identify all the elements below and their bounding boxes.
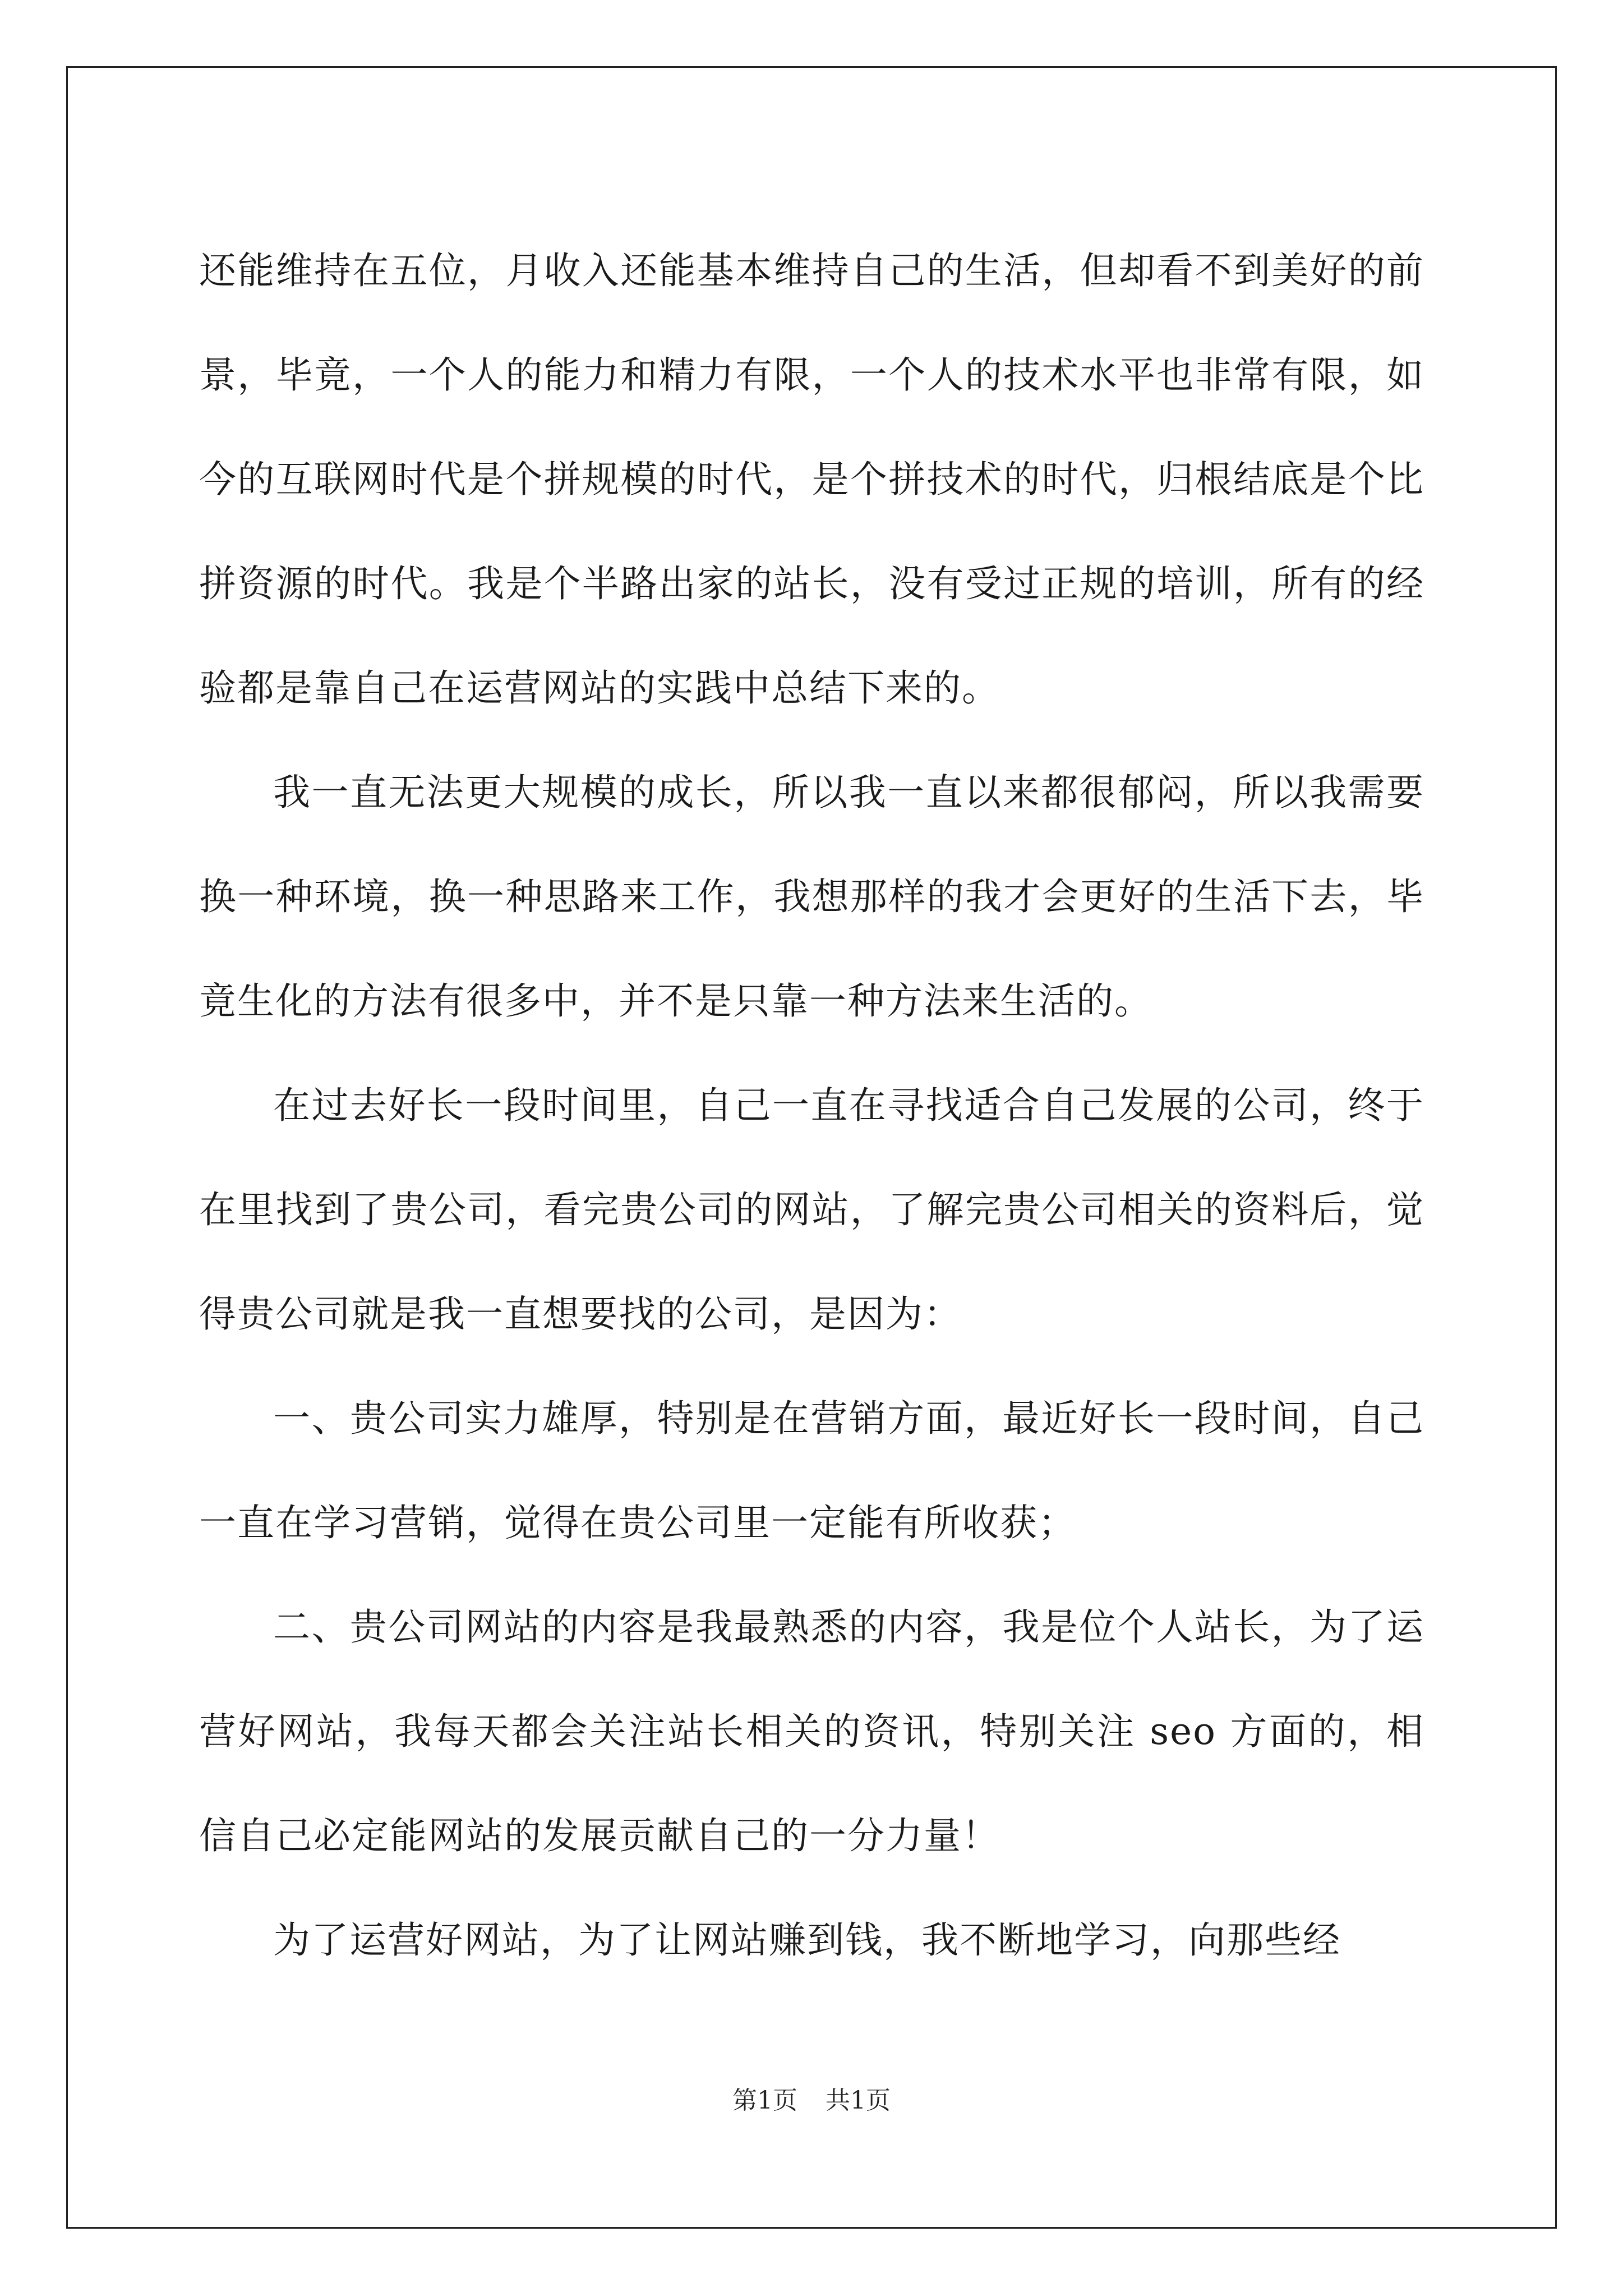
page-number-current: 第1页 [732,2086,797,2115]
paragraph: 一、贵公司实力雄厚，特别是在营销方面，最近好长一段时间，自己一直在学习营销，觉得在贵公司里一定能有所收获； [199,1397,1424,1544]
paragraph: 为了运营好网站，为了让网站赚到钱，我不断地学习，向那些经 [273,1918,1341,1962]
paragraph-continuation: 还能维持在五位，月收入还能基本维持自己的生活，但却看不到美好的前景，毕竟，一个人的能力和精力有限，一个人的技术水平也非常有限，如今的互联网时代是个拼规模的时代，是个拼技术的时代，归根结底是个比拼资源的时代。我是个半路出家的站长，没有受过正规的培训，所有的经验都是靠自己在运营网站的实践中总结下来的。 [199,249,1424,710]
paragraph: 我一直无法更大规模的成长，所以我一直以来都很郁闷，所以我需要换一种环境，换一种思路来工作，我想那样的我才会更好的生活下去，毕竟生化的方法有很多中，并不是只靠一种方法来生活的。 [199,771,1424,1023]
page-number-total: 共1页 [826,2086,891,2115]
document-body [199,219,1424,1993]
paragraph: 二、贵公司网站的内容是我最熟悉的内容，我是位个人站长，为了运营好网站，我每天都会关注站长相关的资讯，特别关注 seo 方面的，相信自己必定能网站的发展贡献自己的一分力量！ [199,1605,1424,1857]
page-footer [0,2084,1623,2118]
paragraph: 在过去好长一段时间里，自己一直在寻找适合自己发展的公司，终于在里找到了贵公司，看完贵公司的网站，了解完贵公司相关的资料后，觉得贵公司就是我一直想要找的公司，是因为： [199,1084,1424,1336]
